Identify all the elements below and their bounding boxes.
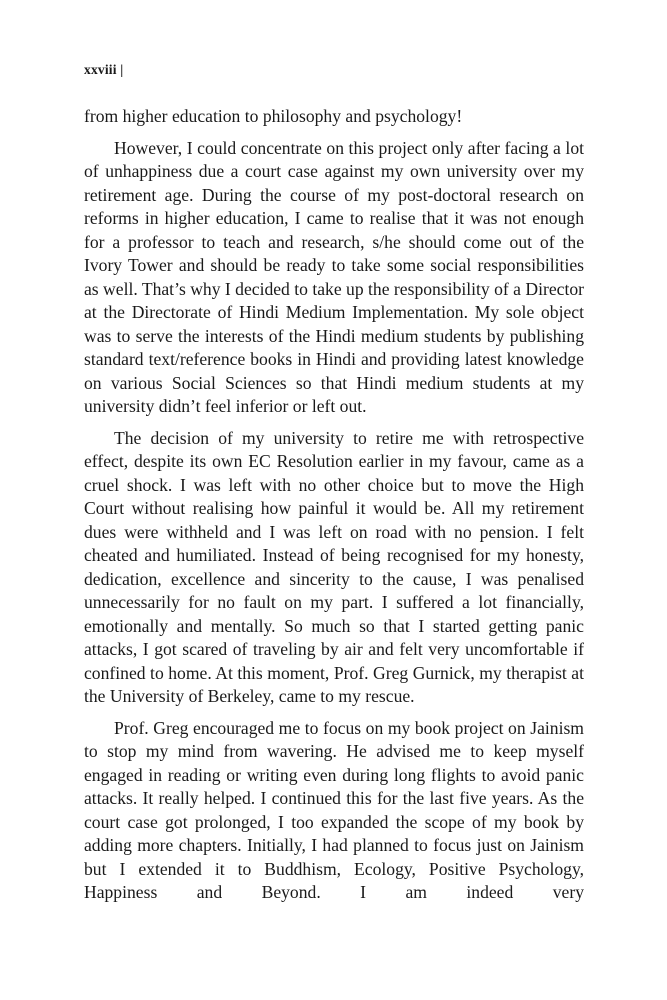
page-body-text — [84, 105, 584, 913]
paragraph: However, I could concentrate on this project only after facing a lot of unhappiness due a court case against my own university over my retirement age. During the course of my post-doctoral research on reforms in higher education, I came to realise that it was not enough for a professor to teach and research, s/he should come out of the Ivory Tower and should be ready to take some social responsibilities as well. That’s why I decided to take up the responsibility of a Director at the Directorate of Hindi Medium Implementation. My sole object was to serve the interests of the Hindi medium students by publishing standard text/reference books in Hindi and providing latest knowledge on various Social Sciences so that Hindi medium students at my university didn’t feel inferior or left out. — [84, 137, 584, 416]
paragraph: Prof. Greg encouraged me to focus on my book project on Jainism to stop my mind from wavering. He advised me to keep myself engaged in reading or writing even during long flights to avoid panic attacks. It really helped. I continued this for the last five years. As the court case got prolonged, I too expanded the scope of my book by adding more chapters. Initially, I had planned to focus just on Jainism but I extended it to Buddhism, Ecology, Positive Psychology, Happiness and Beyond. I am indeed very — [84, 717, 584, 902]
page-number-header: xxviii | — [84, 62, 124, 77]
paragraph-continuation: from higher education to philosophy and psychology! — [84, 106, 463, 126]
paragraph: The decision of my university to retire me with retrospective effect, despite its own EC Resolution earlier in my favour, came as a cruel shock. I was left with no other choice but to move the High Court without realising how painful it would be. All my retirement dues were withheld and I was left on road with no pension. I felt cheated and humiliated. Instead of being recognised for my honesty, dedication, excellence and sincerity to the cause, I was penalised unnecessarily for no fault on my part. I suffered a lot financially, emotionally and mentally. So much so that I started getting panic attacks, I got scared of traveling by air and felt very uncomfortable if confined to home. At this moment, Prof. Greg Gurnick, my therapist at the University of Berkeley, came to my rescue. — [84, 427, 584, 706]
